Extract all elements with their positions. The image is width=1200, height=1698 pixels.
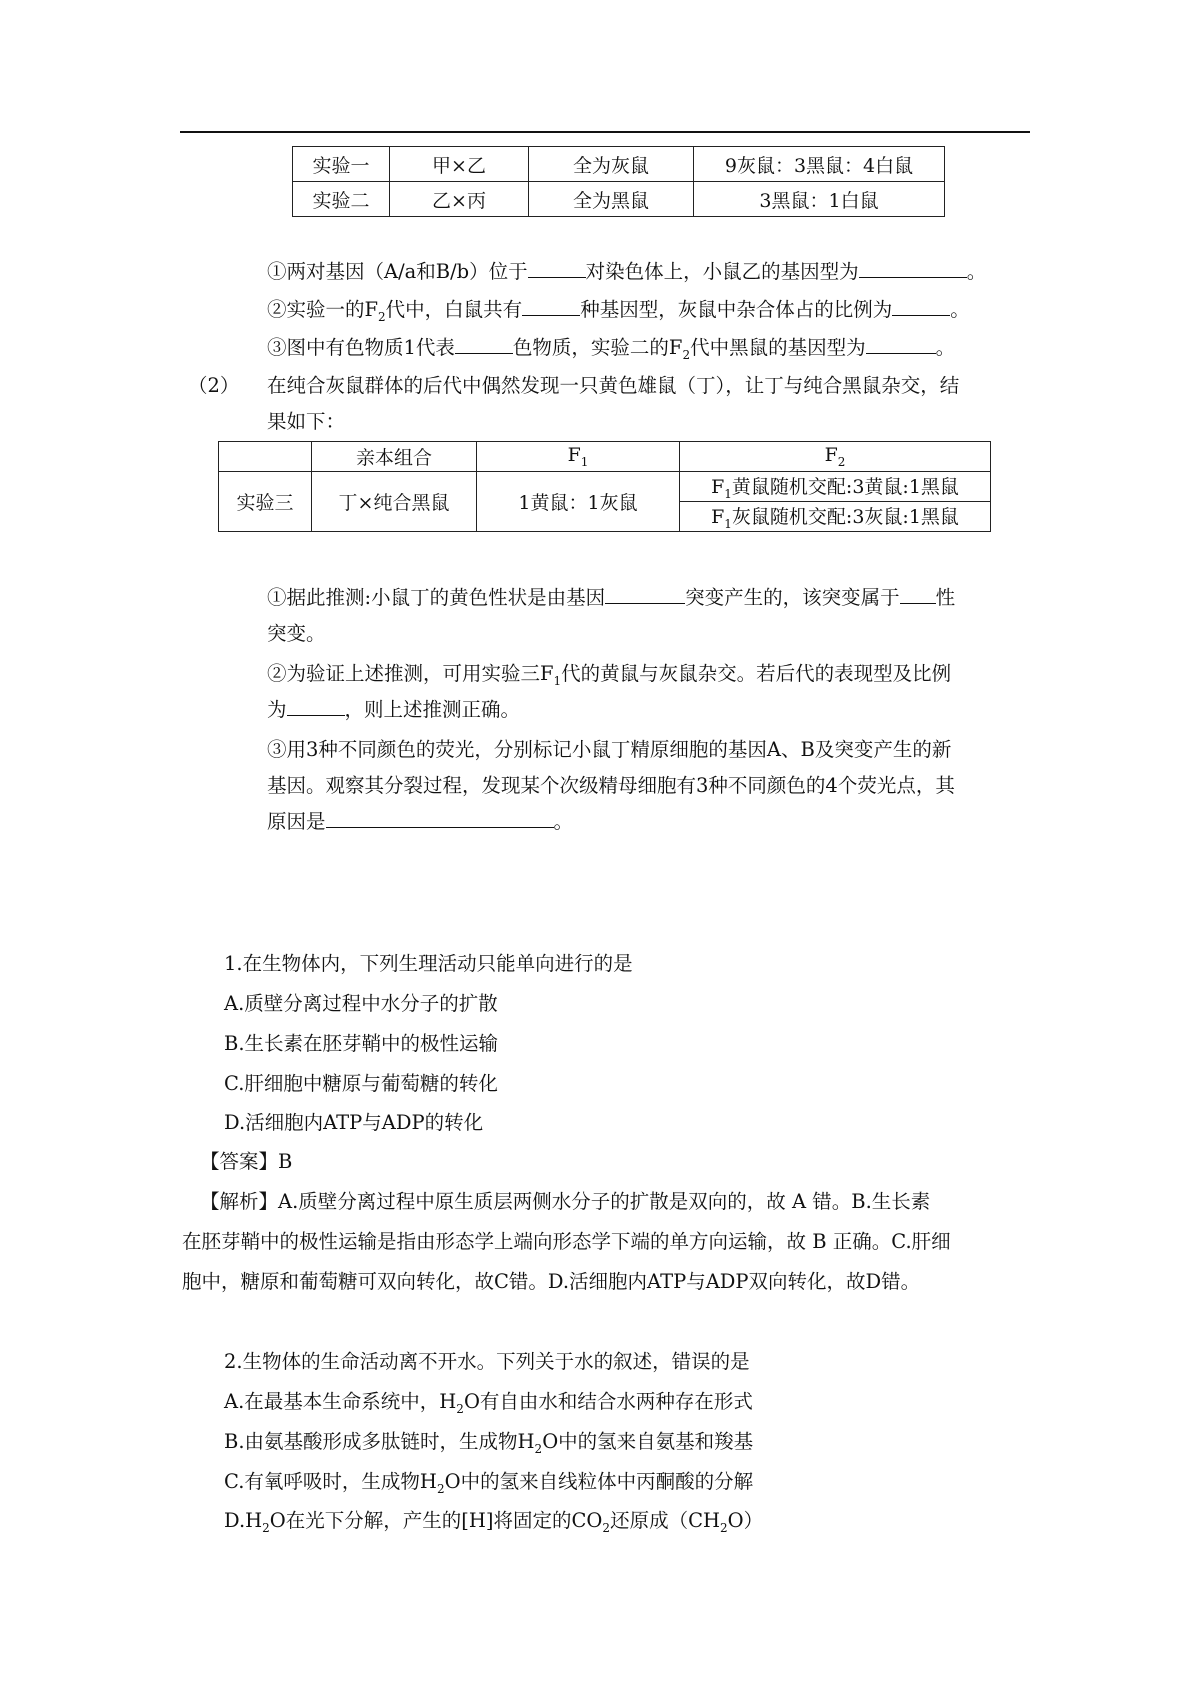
table-row bbox=[293, 147, 945, 182]
option-a: A.质壁分离过程中水分子的扩散 bbox=[224, 992, 498, 1015]
table-row bbox=[219, 442, 991, 472]
table-cell: 甲×乙 bbox=[390, 147, 529, 182]
question-line: ①两对基因（A/a和B/b）位于 对染色体上，小鼠乙的基因型为 。 bbox=[267, 260, 987, 283]
answer: 【答案】B bbox=[200, 1150, 293, 1173]
question-line: ②为验证上述推测，可用实验三$F_1$代的黄鼠与灰鼠杂交。若后代的表现型及比例 bbox=[267, 662, 952, 688]
explanation-line: 【解析】A.质壁分离过程中原生质层两侧水分子的扩散是双向的，故 A 错。B.生长素 bbox=[200, 1190, 931, 1213]
table-cell: 9灰鼠：3黑鼠：4白鼠 bbox=[694, 147, 945, 182]
paragraph-line: 果如下： bbox=[267, 410, 346, 433]
table-cell: $F_1$黄鼠随机交配:3黄鼠:1黑鼠 bbox=[680, 472, 991, 502]
table-cell: 全为黑鼠 bbox=[529, 182, 694, 217]
table-cell: 1黄鼠：1灰鼠 bbox=[477, 472, 680, 532]
question-line: ③图中有色物质1代表 色物质，实验二的$F_2$代中黑鼠的基因型为 。 bbox=[267, 336, 956, 362]
question-line: 原因是 。 bbox=[267, 810, 574, 833]
experiment-table-3 bbox=[218, 441, 991, 532]
question-stem: 2.生物体的生命活动离不开水。下列关于水的叙述，错误的是 bbox=[224, 1350, 750, 1373]
table-row bbox=[219, 472, 991, 502]
table-cell: 实验一 bbox=[293, 147, 390, 182]
option-d: D.活细胞内ATP与ADP的转化 bbox=[224, 1111, 484, 1134]
table-cell: 丁×纯合黑鼠 bbox=[312, 472, 477, 532]
table-cell: 全为灰鼠 bbox=[529, 147, 694, 182]
option-a: A.在最基本生命系统中，$H_2O$有自由水和结合水两种存在形式 bbox=[224, 1390, 753, 1416]
option-c: C.有氧呼吸时，生成物$H_2O$中的氢来自线粒体中丙酮酸的分解 bbox=[224, 1470, 754, 1496]
option-b: B.由氨基酸形成多肽链时，生成物$H_2O$中的氢来自氨基和羧基 bbox=[224, 1430, 754, 1456]
explanation-line: 胞中，糖原和葡萄糖可双向转化，故C错。D.活细胞内ATP与ADP双向转化，故D错。 bbox=[182, 1270, 921, 1293]
question-line: ③用3种不同颜色的荧光，分别标记小鼠丁精原细胞的基因A、B及突变产生的新 bbox=[267, 738, 952, 761]
question-line: 基因。观察其分裂过程，发现某个次级精母细胞有3种不同颜色的4个荧光点，其 bbox=[267, 774, 955, 797]
table-cell bbox=[219, 442, 312, 472]
question-number: （2） bbox=[188, 374, 240, 397]
table-cell: 实验二 bbox=[293, 182, 390, 217]
table-cell: 乙×丙 bbox=[390, 182, 529, 217]
experiment-table-1 bbox=[292, 146, 945, 217]
question-stem: 1.在生物体内，下列生理活动只能单向进行的是 bbox=[224, 952, 633, 975]
paragraph-line: 在纯合灰鼠群体的后代中偶然发现一只黄色雄鼠（丁），让丁与纯合黑鼠杂交，结 bbox=[267, 374, 960, 397]
question-line: ①据此推测:小鼠丁的黄色性状是由基因 突变产生的，该突变属于 性 bbox=[267, 586, 956, 609]
option-d: $D.H_2O$在光下分解，产生的[H]将固定的$CO_2$还原成$(CH_2O)$ bbox=[224, 1509, 764, 1535]
table-cell: 实验三 bbox=[219, 472, 312, 532]
table-cell: $F_1$灰鼠随机交配:3灰鼠:1黑鼠 bbox=[680, 502, 991, 532]
table-cell: 亲本组合 bbox=[312, 442, 477, 472]
option-b: B.生长素在胚芽鞘中的极性运输 bbox=[224, 1032, 499, 1055]
table-cell: 3黑鼠：1白鼠 bbox=[694, 182, 945, 217]
question-line: 为 ，则上述推测正确。 bbox=[267, 698, 521, 721]
option-c: C.肝细胞中糖原与葡萄糖的转化 bbox=[224, 1072, 498, 1095]
table-cell: $F_2$ bbox=[680, 442, 991, 472]
table-row bbox=[293, 182, 945, 217]
question-line: ②实验一的$F_2$代中，白鼠共有 种基因型，灰鼠中杂合体占的比例为 。 bbox=[267, 298, 970, 324]
table-cell: $F_1$ bbox=[477, 442, 680, 472]
question-line: 突变。 bbox=[267, 622, 326, 645]
header-rule bbox=[180, 131, 1030, 133]
explanation-line: 在胚芽鞘中的极性运输是指由形态学上端向形态学下端的单方向运输，故 B 正确。C.肝细 bbox=[182, 1230, 951, 1253]
